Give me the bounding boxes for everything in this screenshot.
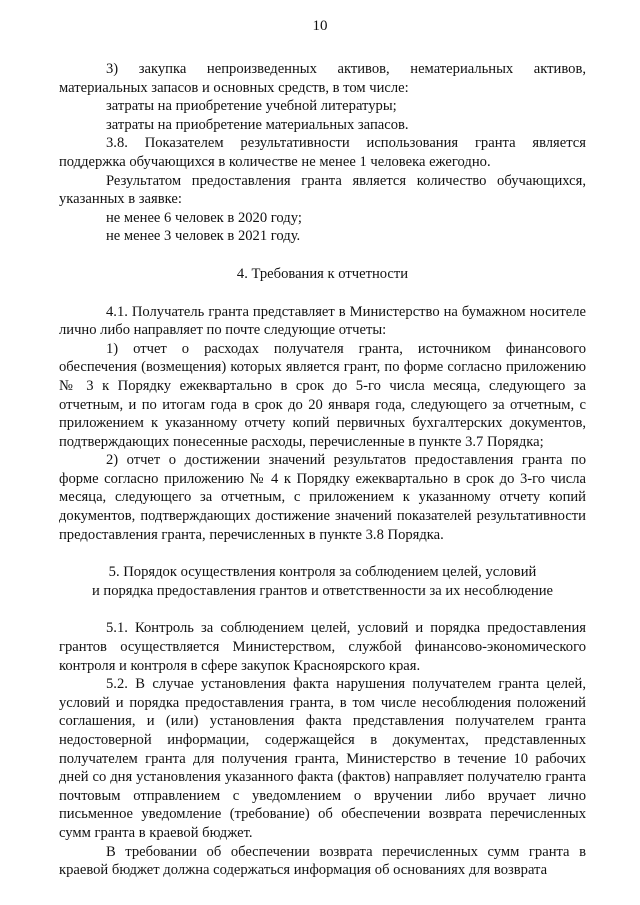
paragraph: 2) отчет о достижении значений результатов предоставления гранта по форме согласно приложению № 4 к Порядку ежеквартально в срок до 3-го числа месяца, следующего за отчетным, с приложением к указанному отчету копий документов, подтверждающих достижение значений показателей результативности предоставления гранта, перечисленных в пункте 3.8 Порядка.	[59, 452, 586, 543]
section-5-title-line-2: и порядка предоставления грантов и ответственности за их несоблюдение	[91, 582, 554, 599]
section-4-title: 4. Требования к отчетности	[236, 265, 409, 282]
paragraph: 5.2. В случае установления факта нарушения получателем гранта целей, условий и порядка предоставления гранта, в том числе несоблюдения положений соглашения, и (или) установления факта представления получателем гранта недостоверной информации, содержащейся в документах, представленных получателем гранта для получения гранта, Министерство в течение 10 рабочих дней со дня установления указанного факта (фактов) направляет получателю гранта почтовым отправлением с уведомлением о вручении либо вручает лично письменное уведомление (требование) об обеспечении возврата перечисленных сумм гранта в краевой бюджет.	[59, 676, 586, 841]
paragraph: 3) закупка непроизведенных активов, нематериальных активов, материальных запасов и основных средств, в том числе:	[59, 61, 586, 96]
paragraph: 1) отчет о расходах получателя гранта, источником финансового обеспечения (возмещения) которых является грант, по форме согласно приложению № 3 к Порядку ежеквартально в срок до 5-го числа месяца, следующего за отчетным, и по итогам года в срок до 20 января года, следующего за отчетным, с приложением к указанному отчету копий первичных бухгалтерских документов, подтверждающих понесенные расходы, перечисленные в пункте 3.7 Порядка;	[59, 340, 586, 450]
paragraph: Результатом предоставления гранта является количество обучающихся, указанных в заявке:	[59, 172, 586, 208]
page-number: 10	[312, 18, 328, 34]
document-body	[59, 60, 586, 880]
paragraph: В требовании об обеспечении возврата перечисленных сумм гранта в краевой бюджет должна содержаться информация об основаниях для возврата	[59, 843, 586, 879]
paragraph: 4.1. Получатель гранта представляет в Министерство на бумажном носителе лично либо направляет по почте следующие отчеты:	[59, 303, 586, 339]
section-5-title	[59, 563, 586, 600]
paragraph: затраты на приобретение материальных запасов.	[106, 116, 409, 133]
paragraph: не менее 3 человек в 2021 году.	[106, 228, 301, 245]
paragraph: затраты на приобретение учебной литературы;	[106, 98, 397, 115]
section-5-title-line-1: 5. Порядок осуществления контроля за соблюдением целей, условий	[108, 564, 537, 581]
paragraph: 5.1. Контроль за соблюдением целей, условий и порядка предоставления грантов осуществляется Министерством, службой финансово-экономического контроля и контроля в сфере закупок Красноярского края.	[59, 620, 586, 674]
paragraph: не менее 6 человек в 2020 году;	[106, 209, 302, 226]
paragraph: 3.8. Показателем результативности использования гранта является поддержка обучающихся в количестве не менее 1 человека ежегодно.	[59, 135, 586, 170]
